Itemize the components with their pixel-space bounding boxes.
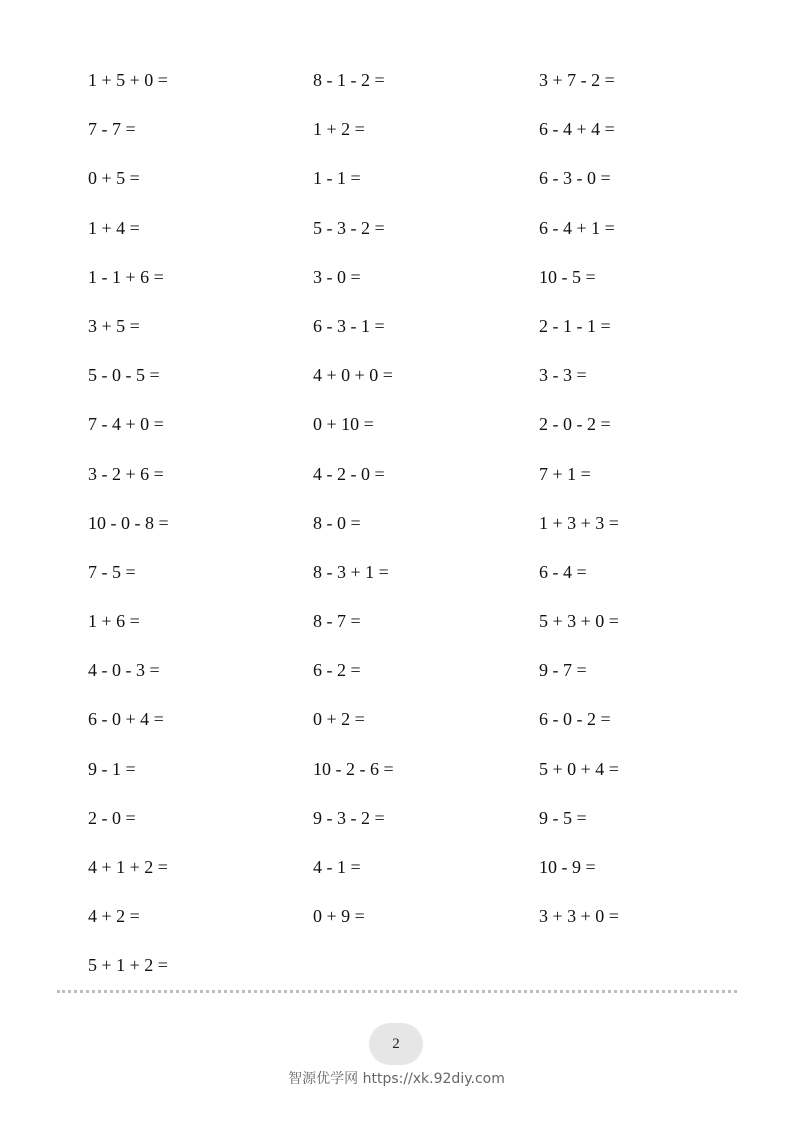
math-problem: 1 - 1 + 6 = bbox=[88, 266, 164, 287]
math-problem: 5 + 0 + 4 = bbox=[539, 758, 619, 779]
math-problem: 6 - 2 = bbox=[313, 660, 361, 681]
math-problem: 5 + 3 + 0 = bbox=[539, 611, 619, 632]
math-problem: 0 + 9 = bbox=[313, 906, 365, 927]
math-problem: 4 - 1 = bbox=[313, 857, 361, 877]
math-problem: 3 - 2 + 6 = bbox=[88, 463, 164, 484]
math-problem: 1 + 4 = bbox=[88, 217, 140, 238]
math-problem: 0 + 5 = bbox=[88, 168, 140, 189]
math-problem: 9 - 7 = bbox=[539, 660, 587, 681]
math-problem: 4 - 0 - 3 = bbox=[88, 660, 160, 681]
math-problem: 1 + 5 + 0 = bbox=[88, 70, 168, 90]
math-problem: 4 - 2 - 0 = bbox=[313, 463, 385, 484]
math-problem: 1 + 3 + 3 = bbox=[539, 512, 619, 533]
math-problem: 7 - 5 = bbox=[88, 561, 136, 582]
footer-watermark: 智源优学网 https://xk.92diy.com bbox=[288, 1071, 505, 1087]
math-problem: 5 - 0 - 5 = bbox=[88, 365, 160, 386]
math-problem: 8 - 0 = bbox=[313, 512, 361, 533]
math-problem: 9 - 5 = bbox=[539, 807, 587, 828]
math-problem: 7 - 4 + 0 = bbox=[88, 414, 164, 435]
problem-column-2 bbox=[313, 56, 533, 941]
math-problem: 10 - 0 - 8 = bbox=[88, 512, 169, 533]
page-number: 2 bbox=[392, 1035, 400, 1052]
page-number-badge bbox=[369, 1023, 423, 1065]
math-problem: 5 + 1 + 2 = bbox=[88, 955, 168, 976]
math-problem: 6 - 0 - 2 = bbox=[539, 709, 611, 730]
math-problem: 9 - 1 = bbox=[88, 758, 136, 779]
math-problem: 3 + 7 - 2 = bbox=[539, 70, 615, 90]
math-problem: 3 - 0 = bbox=[313, 266, 361, 287]
math-problem: 6 - 4 + 4 = bbox=[539, 119, 615, 140]
math-problem: 4 + 1 + 2 = bbox=[88, 857, 168, 877]
math-problem: 8 - 7 = bbox=[313, 611, 361, 632]
math-problem: 5 - 3 - 2 = bbox=[313, 217, 385, 238]
math-problem: 2 - 1 - 1 = bbox=[539, 315, 611, 336]
math-problem: 8 - 1 - 2 = bbox=[313, 70, 385, 90]
math-problem: 0 + 10 = bbox=[313, 414, 374, 435]
math-problem: 6 - 3 - 1 = bbox=[313, 315, 385, 336]
math-problem: 1 + 6 = bbox=[88, 611, 140, 632]
math-problem: 3 + 5 = bbox=[88, 315, 140, 336]
math-problem: 1 + 2 = bbox=[313, 119, 365, 140]
math-problem: 9 - 3 - 2 = bbox=[313, 807, 385, 828]
math-problem: 1 - 1 = bbox=[313, 168, 361, 189]
math-problem: 10 - 9 = bbox=[539, 857, 596, 877]
math-problem: 6 - 4 = bbox=[539, 561, 587, 582]
dotted-divider bbox=[57, 990, 737, 993]
math-problem: 10 - 2 - 6 = bbox=[313, 758, 394, 779]
math-problem: 4 + 2 = bbox=[88, 906, 140, 927]
math-problem: 6 - 3 - 0 = bbox=[539, 168, 611, 189]
math-problem: 3 + 3 + 0 = bbox=[539, 906, 619, 927]
math-problem: 6 - 0 + 4 = bbox=[88, 709, 164, 730]
math-problem: 0 + 2 = bbox=[313, 709, 365, 730]
math-problem: 8 - 3 + 1 = bbox=[313, 561, 389, 582]
problem-column-3 bbox=[539, 56, 759, 941]
math-problem: 3 - 3 = bbox=[539, 365, 587, 386]
math-problem: 2 - 0 = bbox=[88, 807, 136, 828]
math-problem: 6 - 4 + 1 = bbox=[539, 217, 615, 238]
math-problem: 10 - 5 = bbox=[539, 266, 596, 287]
math-problem: 7 + 1 = bbox=[539, 463, 591, 484]
math-problem: 4 + 0 + 0 = bbox=[313, 365, 393, 386]
problem-column-1 bbox=[88, 56, 308, 991]
math-problem: 2 - 0 - 2 = bbox=[539, 414, 611, 435]
math-problem: 7 - 7 = bbox=[88, 119, 136, 140]
